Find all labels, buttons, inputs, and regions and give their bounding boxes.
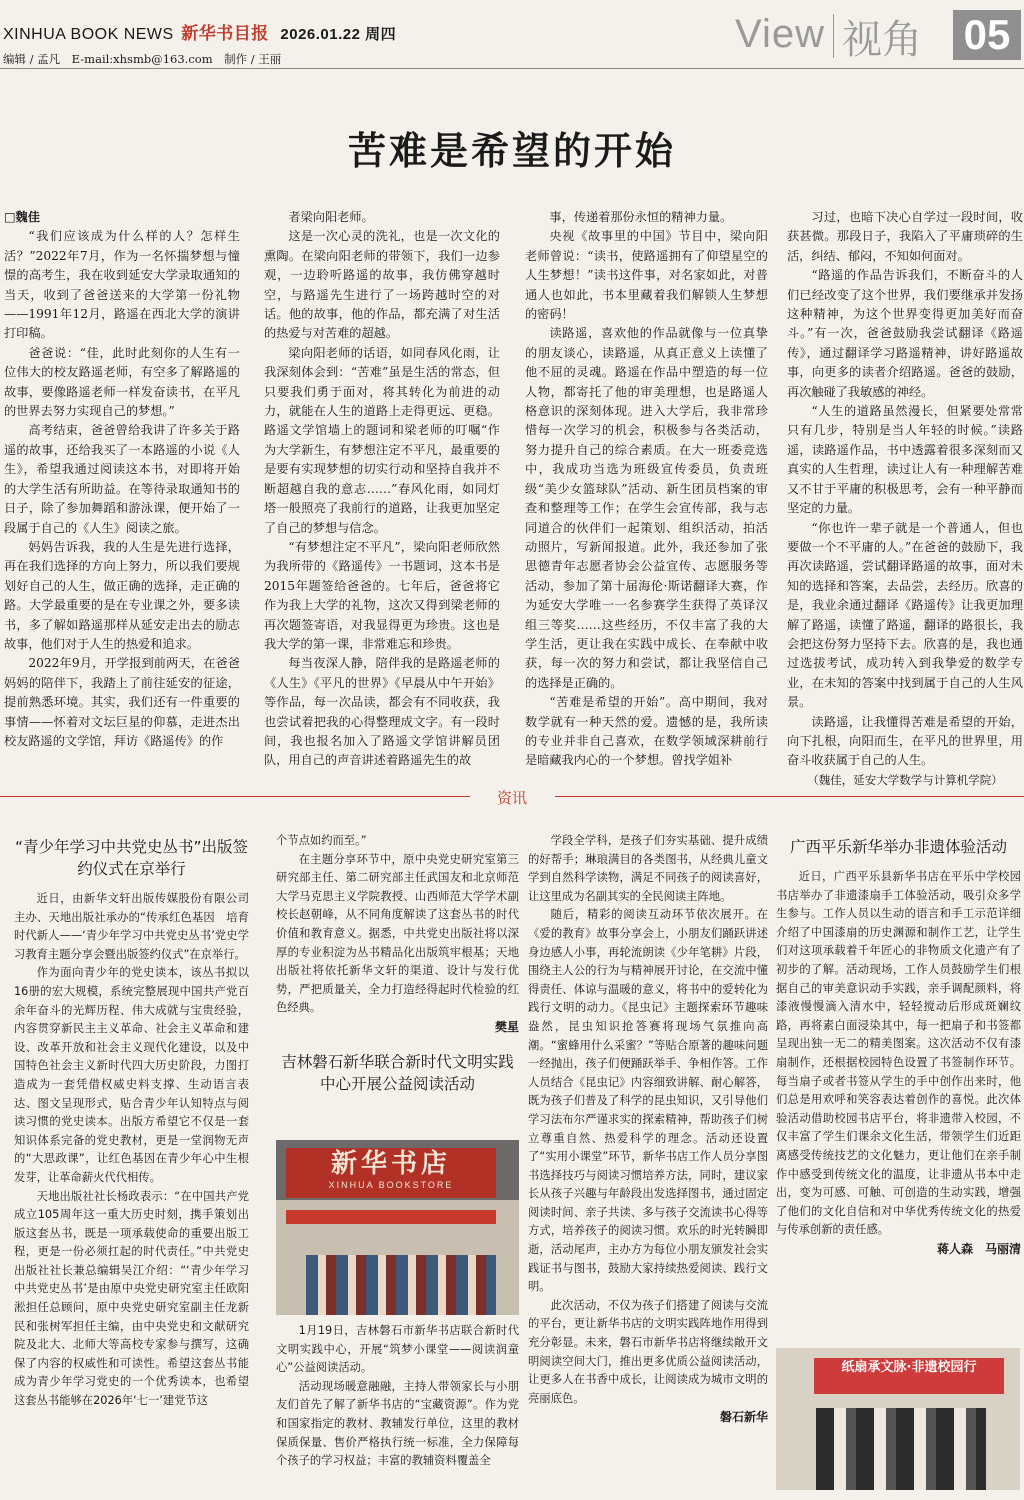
news-3-author: 蒋人森 马丽清 [936,1241,1021,1256]
paragraph: 读路遥，喜欢他的作品就像与一位真挚的朋友谈心，读路遥，从真正意义上读懂了他不屈的灵魂。路遥在作品中塑造的每一位人物，都寄托了他的审美理想，也是路遥人格意识的深刻体现。进入大学后，我非常珍惜每一次学习的机会，积极参与各类活动，努力提升自己的综合素质。在大一班委竞选中，我成功当选为班级宣传委员，负责班级“美少女篮球队”活动、新生团员档案的审查和整理等工作；在学生会宣传部，我与志同道合的伙伴们一起策划、组织活动，拍活动照片，写新闻报道。此外，我还参加了张思德青年志愿者协会公益宣传、志愿服务等活动，参加了第十届海伦·斯诺翻译大赛，作为延安大学唯一一名参赛学生获得了英译汉组三等奖……这些经历，不仅丰富了我的大学生活，更让我在实践中成长、在奉献中收获，每一次的努力和尝试，都让我坚信自己的选择是正确的。 [525,326,768,690]
news-1-body [14,890,249,1411]
band-line-right [555,796,1024,797]
paragraph: 1月19日，吉林磐石市新华书店联合新时代文明实践中心，开展“筑梦小课堂——阅读润童心”公益阅读活动。 [276,1324,519,1375]
paragraph: 随后，精彩的阅读互动环节依次展开。在《爱的教育》故事分享会上，小朋友们踊跃讲述身边感人小事，再轮流朗读《少年笔耕》片段，围绕主人公的行为与精神展开讨论，在交流中懂得责任、体谅与温暖的意义，将书中的爱转化为践行文明的动力。《昆虫记》主题探索环节趣味盎然，昆虫知识抢答赛将现场气氛推向高潮。“蜜蜂用什么采蜜？”等贴合原著的趣味问题一经抛出，孩子们便踊跃举手、争相作答。工作人员结合《昆虫记》内容细致讲解、耐心解答，既为孩子们普及了科学的昆虫知识，又引导他们学习法布尔严谨求实的探索精神，帮助孩子们树立尊重自然、热爱科学的理念。活动还设置了“实用小课堂”环节，新华书店工作人员分享图书选择技巧与阅读习惯培养方法，同时，建议家长从孩子兴趣与年龄段出发选择图书，通过固定阅读时间、亲子共读、多与孩子交流读书心得等方式，培养孩子的阅读习惯。欢乐的时光转瞬即逝，活动尾声，主办方为每位小朋友颁发社会实践证书与图书，鼓励大家持续热爱阅读、践行文明。 [528,908,768,1294]
paragraph: 此次活动，不仅为孩子们搭建了阅读与交流的平台，更让新华书店的文明实践阵地作用得到充分彰显。未来，磐石市新华书店将继续敞开文明阅读空间大门，推出更多优质公益阅读活动，让更多人在书香中成长，让阅读成为城市文明的亮丽底色。 [528,1298,768,1405]
photo-students [816,1408,986,1490]
bookstore-sign: 新华书店 [286,1148,496,1198]
section-divider [833,14,834,58]
photo-banner [286,1210,496,1224]
issue-date: 2026.01.22 周四 [280,26,397,43]
paragraph: 事，传递着那份永恒的精神力量。 [549,210,733,224]
news-1-title: “青少年学习中共党史丛书”出版签约仪式在京举行 [14,838,249,878]
col2-paragraphs [264,208,500,771]
paragraph: “人生的道路虽然漫长，但紧要处常常只有几步，特别是当人年轻的时候。”读路遥，读路遥作品，书中透露着很多深刻而又真实的人生哲理，读过让人有一种理解苦难又不甘于平庸的积极思考，会有一种平静而坚定的力量。 [787,404,1023,516]
paragraph: 者梁向阳老师。 [288,210,374,224]
news-item-3 [776,830,1021,1345]
col3-paragraphs [525,208,768,771]
paragraph: 天地出版社社长杨政表示：“在中国共产党成立105周年这一重大历史时刻，携手策划出版这套丛书，既是一项承载使命的重要出版工程，更是一份必须扛起的时代责任。”中共党史出版社社长兼总编辑吴江介绍：“‘青少年学习中共党史丛书’是由原中央党史研究室主任欧阳淞担任总顾问，原中央党史研究室副主任龙新民和张树军担任主编，由中央党史和文献研究院及北大、北师大等高校专家参与撰写，这确保了内容的权威性和可读性。希望这套丛书能成为青少年学习党史的一个优秀读本，也希望这套丛书能够在2026年‘七一’建党节这 [14,1189,249,1408]
paragraph: 爸爸说：“佳，此时此刻你的人生有一位伟大的校友路遥老师，有空多了解路遥的故事，要像路遥老师一样发奋读书，在平凡的世界去努力实现自己的梦想。” [4,345,240,419]
news-2-title: 吉林磐石新华联合新时代文明实践中心开展公益阅读活动 [281,1052,514,1093]
bookstore-photo [276,1140,519,1315]
editor-line: 编辑 / 孟凡 E-mail:xhsmb@163.com 制作 / 王丽 [3,52,282,66]
paragraph: 2022年9月，开学报到前两天，在爸爸妈妈的陪伴下，我踏上了前往延安的征途，提前熟悉环境。其实，我们还有一件重要的事情——怀着对文坛巨星的仰慕，走进杰出校友路遥的文学馆，拜访《路遥传》的作 [4,656,240,748]
paragraph: 读路遥，让我懂得苦难是希望的开始，向下扎根，向阳而生，在平凡的世界里，用奋斗收获属于自己的人生。 [787,714,1023,768]
article-column-3 [525,208,768,768]
paragraph: 作为面向青少年的党史读本，该丛书拟以16册的宏大规模，系统完整展现中国共产党百余年奋斗的光辉历程、伟大成就与宝贵经验，内容贯穿新民主主义革命、社会主义革命和建设、改革开放和社会主义现代化建设，以及中国特色社会主义新时代四大历史阶段，力图打造成为一套凭借权威史料支撑、生动语言表达、图文呈现形式，贴合青少年认知特点与阅读习惯的党史读本。出版方希望它不仅是一套知识体系完备的党史教材，更是一堂润物无声的“大思政课”，让红色基因在青少年心中生根发芽，让革命薪火代代相传。 [14,966,249,1184]
paragraph: 妈妈告诉我，我的人生是先进行选择，再在我们选择的方向上努力，所以我们要规划好自己的人生，做正确的选择，走正确的路。大学最重要的是在专业课之外，要多读书，多了解如路遥那样从延安走出去的励志故事，他们对于人生的热爱和追求。 [4,539,240,651]
col4-paragraphs [787,208,1023,771]
paragraph: “我们应该成为什么样的人？怎样生活？”2022年7月，作为一名怀揣梦想与憧憬的高考生，我在收到延安大学录取通知的当天，收到了爸爸送来的大学第一份礼物——1991年12月，路遥在西北大学的演讲打印稿。 [4,229,240,341]
paragraph: 高考结束，爸爸曾给我讲了许多关于路遥的故事，还给我买了一本路遥的小说《人生》，希望我通过阅读这本书，对即将开始的大学生活有所助益。在等待录取通知书的日子，除了参加舞蹈和游泳课，便开始了一段属于自己的《人生》阅读之旅。 [4,423,240,535]
paragraph: 这是一次心灵的洗礼，也是一次文化的熏陶。在梁向阳老师的带领下，我们一边参观，一边聆听路遥的故事，我仿佛穿越时空，与路遥先生进行了一场跨越时空的对话。他的故事，他的作品，都充满了对生活的热爱与对苦难的超越。 [264,229,500,341]
paragraph: 近日，广西平乐县新华书店在平乐中学校园书店举办了非遗漆扇手工体验活动，吸引众多学生参与。工作人员以生动的语言和手工示范详细介绍了中国漆扇的历史渊源和制作工艺，让学生们对这项承载着千年匠心的非物质文化遗产有了初步的了解。活动现场，工作人员鼓励学生们根据自己的审美意识动手实践，亲手调配颜料，将漆液慢慢滴入清水中，轻轻搅动后形成斑斓纹路，再将素白面浸染其中，每一把扇子和书签都呈现出独一无二的精美图案。这次活动不仅有漆扇制作，还根据校园特色设置了书签制作环节。每当扇子或者书签从学生的手中创作出来时，他们总是用欢呼和笑容表达着创作的喜悦。此次体验活动借助校园书店平台，将非遗带入校园，不仅丰富了学生们课余文化生活，带领学生们近距离感受传统技艺的文化魅力，更让他们在亲手制作中感受到传统文化的温度，让非遗从书本中走出，变为可感、可触、可创造的生动实践，增强了他们的文化自信和对中华优秀传统文化的热爱与传承创新的责任感。 [776,870,1021,1237]
paragraph: 在主题分享环节中，原中央党史研究室第三研究部主任、第二研究部主任武国友和北京师范大学马克思主义学院教授、山西师范大学学术副校长赵朝峰，从不同角度解读了这套丛书的时代价值和教育意义。据悉，中共党史出版社将以深厚的专业积淀为丛书精品化出版筑牢根基；天地出版社将依托新华文轩的渠道、设计与发行优势，严把质量关，全力打造经得起时代检验的红色经典。 [276,852,519,1015]
news-1b-body [276,851,519,1018]
news-section-label: 资讯 [496,789,527,807]
section-name-cn: 视角 [842,17,922,63]
masthead-en-name: XINHUA BOOK NEWS [3,26,174,43]
paragraph: 每当夜深人静，陪伴我的是路遥老师的《人生》《平凡的世界》《早晨从中午开始》等作品，每一次品读，都会有不同收获，我也尝试着把我的心得整理成文字。有一段时间，我也报名加入了路遥文学馆讲解员团队，用自己的声音讲述着路遥先生的故 [264,656,500,768]
article-headline: 苦难是希望的开始 [347,128,676,173]
masthead [3,19,396,44]
col1-paragraphs [4,227,240,751]
author-note: （魏佳，延安大学数学与计算机学院） [807,772,1003,787]
news-2b-body [528,832,768,1408]
article-column-2 [264,208,500,768]
news-1-author: 樊星 [494,1019,519,1034]
page-number: 05 [953,10,1021,60]
article-byline: □魏佳 [4,210,40,224]
activity-banner: 纸扇承文脉·非遗校园行 [814,1358,1004,1394]
paragraph: “有梦想注定不平凡”，梁向阳老师欣然为我所带的《路遥传》一书题词，这本书是2015年题签给爸爸的。七年后，爸爸将它作为我上大学的礼物，这次又得到梁老师的再次题签寄语，对我显得更为珍贵。这也是我大学的第一课，非常难忘和珍贵。 [264,539,500,651]
paragraph: 梁向阳老师的话语，如同春风化雨，让我深刻体会到：“苦难”虽是生活的常态，但只要我们勇于面对，将其转化为前进的动力，就能在人生的道路上走得更远、更稳。路遥文学馆墙上的题词和梁老师的叮嘱“作为大学新生，有梦想注定不平凡，最重要的是要有实现梦想的切实行动和坚持自我并不断超越自我的意志……”春风化雨，如同灯塔一般照亮了我前行的道路，让我更加坚定了自己的梦想与信念。 [264,345,500,535]
bookstore-sign-en: XINHUA BOOKSTORE [328,1180,454,1190]
news-2-author: 磐石新华 [719,1410,768,1425]
photo-participants [306,1255,496,1315]
paragraph: 近日，由新华文轩出版传媒股份有限公司主办、天地出版社承办的“传承红色基因 培育时代新人——‘青少年学习中共党史丛书’党史学习教育主题分享会暨出版签约仪式”在京举行。 [14,892,249,961]
masthead-cn-name: 新华书目报 [181,24,269,44]
news-item-2 [276,1322,519,1494]
paragraph: “你也许一辈子就是一个普通人，但也要做一个不平庸的人。”在爸爸的鼓励下，我再次读路遥，尝试翻译路遥的故事，面对未知的选择和答案，去品尝，去经历。欣喜的是，我业余通过翻译《路遥传》让我更加理解了路遥，读懂了路遥，翻译的路很长，我会把这份努力坚持下去。欣喜的是，我也通过选拔考试，成功转入到我挚爱的数学专业，在未知的答案中找到属于自己的人生风景。 [787,520,1023,710]
paragraph: 习过，也暗下决心自学过一段时间，收获甚微。那段日子，我陷入了平庸琐碎的生活，纠结、郁闷，不知如何面对。 [787,210,1023,263]
band-line-left [0,796,470,797]
paragraph: “路遥的作品告诉我们，不断奋斗的人们已经改变了这个世界，我们要继承并发扬这种精神，为这个世界变得更加美好而奋斗。”有一次，爸爸鼓励我尝试翻译《路遥传》，通过翻译学习路遥精神，讲好路遥故事，向更多的读者介绍路遥。爸爸的鼓励，再次触碰了我敏感的神经。 [787,268,1023,399]
paragraph: “苦难是希望的开始”。高中期间，我对数学就有一种天然的爱。遗憾的是，我所读的专业并非自己喜欢，在数学领域深耕前行是暗藏我内心的一个梦想。曾找学姐补 [525,695,768,768]
news-item-2-continued [528,832,768,1497]
paragraph: 央视《故事里的中国》节目中，梁向阳老师曾说：“读书，使路遥拥有了仰望星空的人生梦想！”读书这件事，对名家如此，对普通人也如此，书本里藏着我们解锁人生梦想的密码！ [525,229,768,322]
news-section-band [0,787,1024,807]
article-column-4 [787,208,1023,787]
article-column-1 [4,208,240,758]
header-rule [0,68,1024,69]
paragraph: 学段全学科，是孩子们夯实基础、提升成绩的好帮手；琳琅满目的各类图书，从经典儿童文学到自然科学读物，满足不同孩子的阅读喜好，让这里成为名副其实的全民阅读主阵地。 [528,834,768,903]
paragraph: 活动现场暖意融融，主持人带领家长与小朋友们首先了解了新华书店的“宝藏资源”。作为党和国家指定的教材、教辅发行单位，这里的教材保质保量、售价严格执行统一标准，全力保障每个孩子的学习权益；丰富的教辅资料覆盖全 [276,1379,519,1468]
news-2-body [276,1322,519,1471]
section-name-en: View [735,12,825,56]
fan-activity-photo [776,1348,1020,1490]
news-3-title: 广西平乐新华举办非遗体验活动 [789,838,1007,856]
news-1-continuation: 个节点如约而至。” [276,834,367,847]
news-item-1 [14,830,249,1498]
news-3-body [776,868,1021,1240]
